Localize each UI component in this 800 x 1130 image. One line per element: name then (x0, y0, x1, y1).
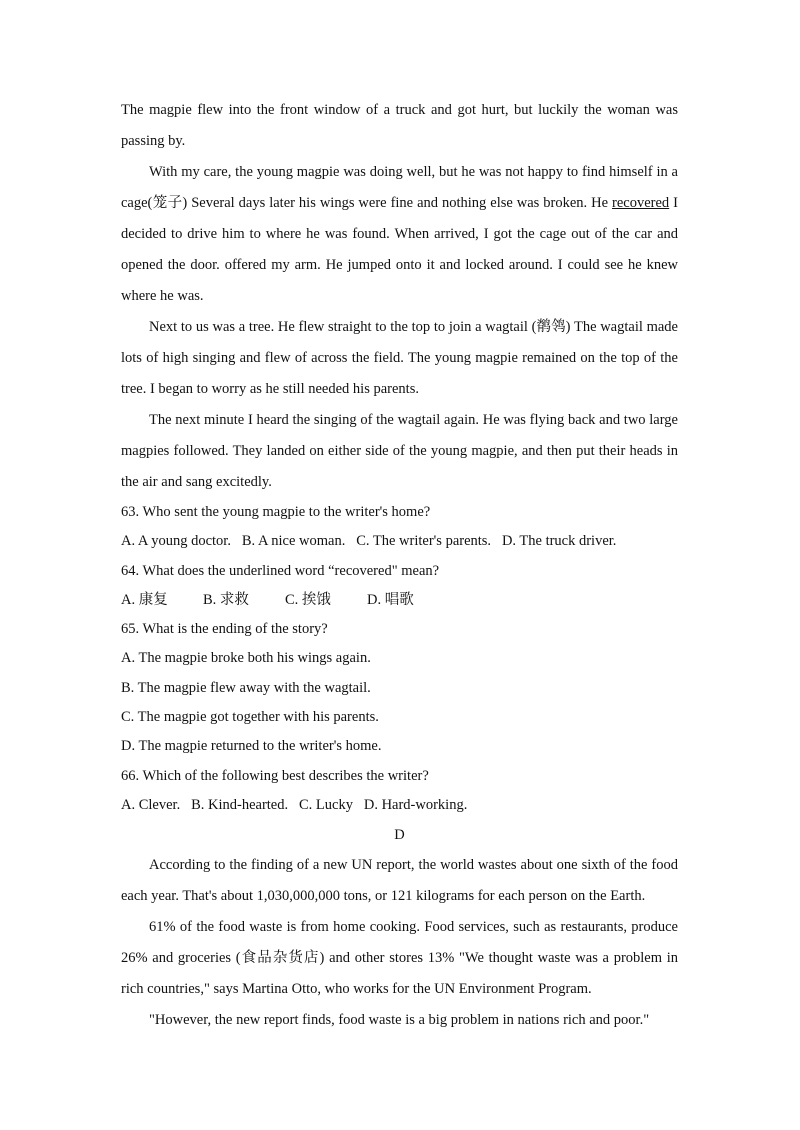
section-d-label: D (394, 827, 405, 844)
passage-c-paragraph-3: Next to us was a tree. He flew straight to the top to join a wagtail (鹡鸰) The wagtail made lots of high singing and flew of across the field. The young magpie remained on the top of the tree. I began to worry as he still needed his parents. (121, 319, 678, 397)
section-d-paragraph-2: 61% of the food waste is from home cooking. Food services, such as restaurants, produce 26% and groceries (食品杂货店) and other stores 13% "We thought waste was a problem in rich countries," says Martina Otto, who works for the UN Environment Program. (121, 919, 678, 998)
paragraph-text: With my care, the young magpie was doing well, but he was not happy to find himself in a cage(笼子) Several days later his wings were fine and nothing else was broken. He (121, 164, 678, 211)
question-63-stem: 63. Who sent the young magpie to the writer's home? (121, 504, 431, 520)
option-d: D. The truck driver. (501, 533, 617, 550)
question-65-option-c: C. The magpie got together with his parents. (121, 709, 379, 726)
option-b: B. A nice woman. (241, 533, 346, 550)
passage-c-paragraph-4: The next minute I heard the singing of the wagtail again. He was flying back and two large magpies followed. They landed on either side of the young magpie, and then put their heads in the air and sang excitedly. (121, 412, 678, 490)
question-64-options (121, 586, 678, 615)
passage-c-paragraph-1: The magpie flew into the front window of a truck and got hurt, but luckily the woman was passing by. (121, 102, 678, 149)
question-65-option-b: B. The magpie flew away with the wagtail. (121, 679, 371, 696)
option-a: A. A young doctor. (121, 533, 231, 550)
document-content (121, 95, 678, 1036)
question-64-stem: 64. What does the underlined word “recovered" mean? (121, 562, 440, 579)
question-63-options (121, 527, 678, 556)
question-66-stem: 66. Which of the following best describes the writer? (121, 767, 429, 784)
question-66-options (121, 791, 678, 820)
question-65-option-d: D. The magpie returned to the writer's home. (121, 738, 382, 755)
option-c: C. Lucky (299, 796, 353, 813)
option-a: A. 康复 (121, 591, 168, 608)
option-d: D. Hard-working. (363, 796, 468, 813)
section-d-paragraph-1: According to the finding of a new UN report, the world wastes about one sixth of the food each year. That's about 1,030,000,000 tons, or 121 kilograms for each person on the Earth. (121, 857, 678, 905)
option-c: C. 挨饿 (285, 591, 331, 608)
option-d: D. 唱歌 (367, 591, 414, 608)
option-b: B. Kind-hearted. (191, 796, 289, 813)
underlined-word: recovered (612, 195, 670, 211)
option-b: B. 求救 (203, 591, 249, 608)
paragraph-text: I decided to drive him to where he was found. When arrived, I got the cage out of the car and opened the door. offered my arm. He jumped onto it and locked around. I could see he knew where he was. (121, 195, 678, 304)
question-65-stem: 65. What is the ending of the story? (121, 621, 328, 638)
passage-c-paragraph-2 (121, 157, 678, 312)
option-a: A. Clever. (121, 796, 181, 813)
option-c: C. The writer's parents. (356, 533, 492, 550)
question-65-option-a: A. The magpie broke both his wings again. (121, 650, 371, 667)
section-d-paragraph-3: "However, the new report finds, food waste is a big problem in nations rich and poor." (149, 1012, 650, 1029)
